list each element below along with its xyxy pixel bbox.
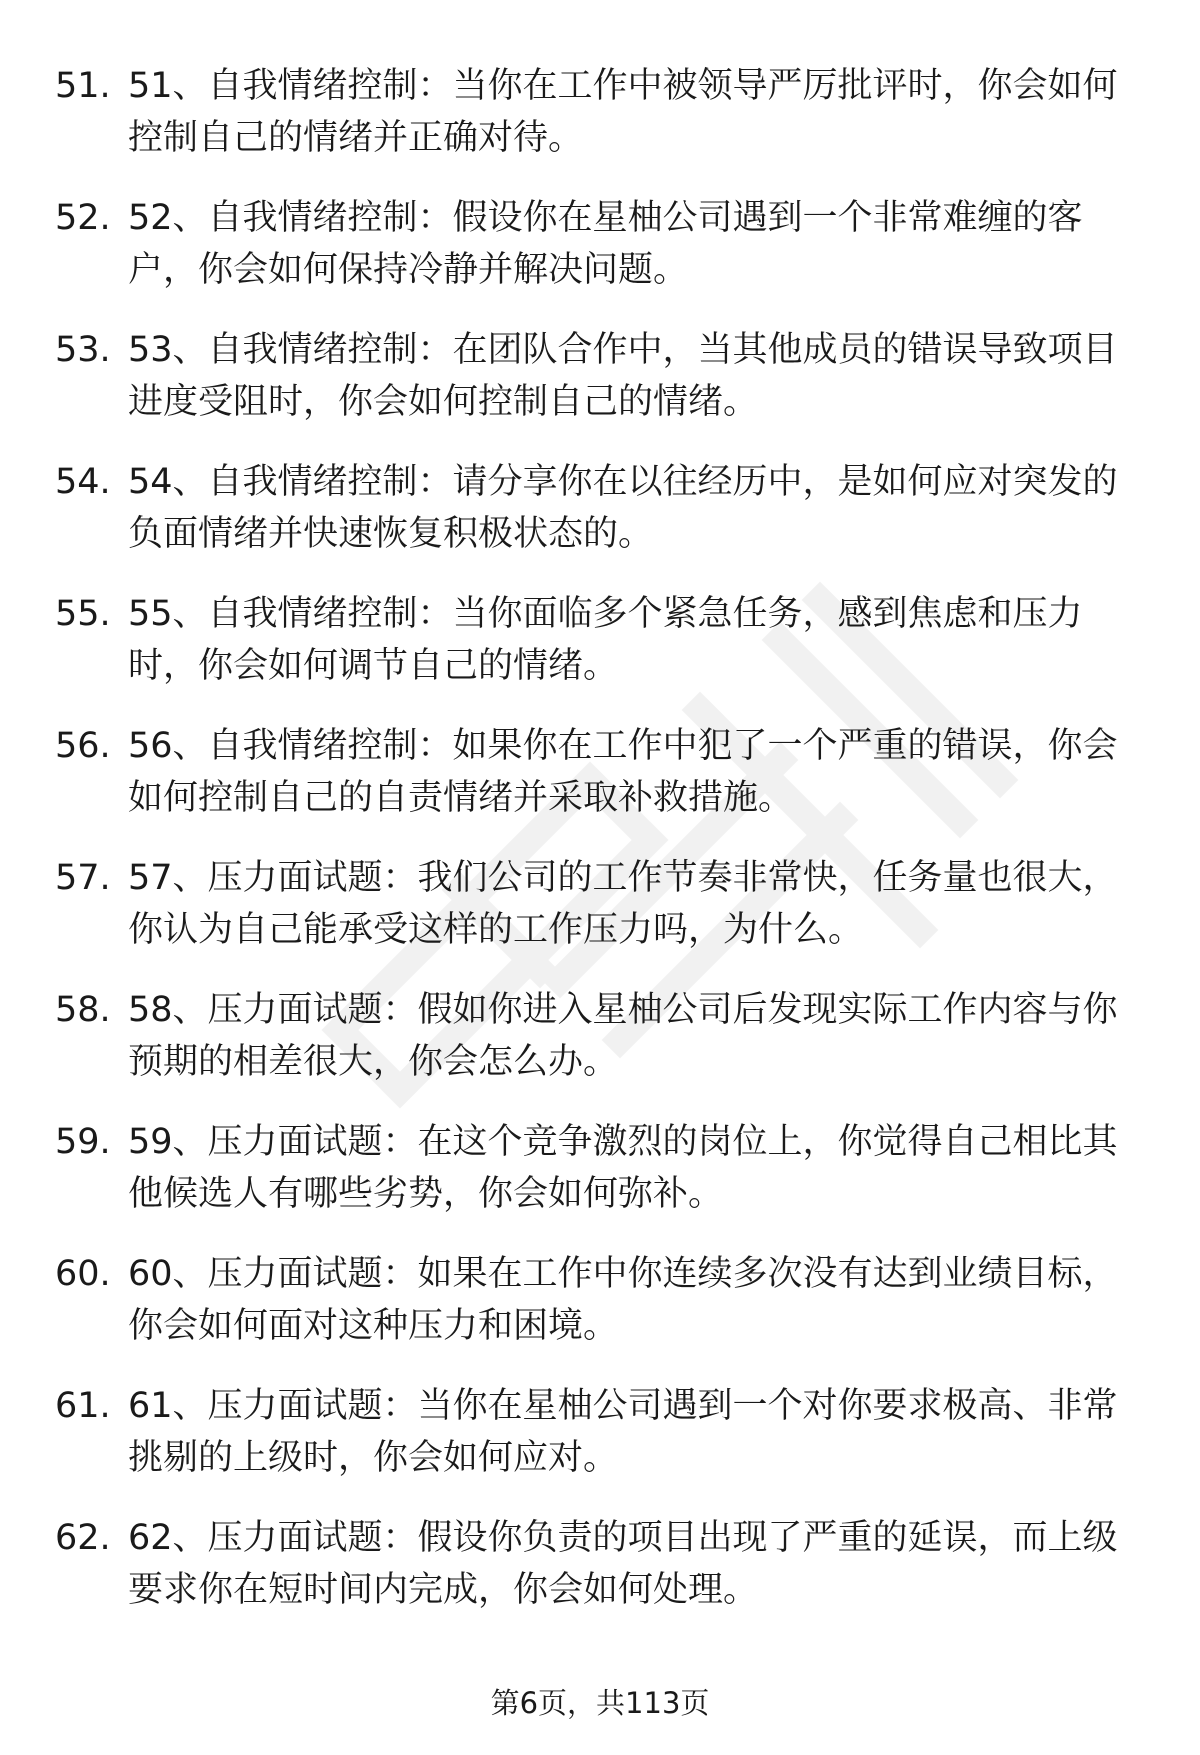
question-text: 62、压力面试题：假设你负责的项目出现了严重的延误，而上级要求你在短时间内完成，你会如何处理。 bbox=[128, 1518, 1118, 1610]
list-number: 53. bbox=[55, 330, 111, 370]
list-item bbox=[55, 60, 1155, 192]
list-number: 52. bbox=[55, 198, 111, 238]
list-item bbox=[55, 1380, 1155, 1512]
list-number: 59. bbox=[55, 1122, 111, 1162]
question-text: 52、自我情绪控制：假设你在星柚公司遇到一个非常难缠的客户，你会如何保持冷静并解决问题。 bbox=[128, 198, 1083, 290]
question-text: 59、压力面试题：在这个竞争激烈的岗位上，你觉得自己相比其他候选人有哪些劣势，你会如何弥补。 bbox=[128, 1122, 1118, 1214]
list-number: 61. bbox=[55, 1386, 111, 1426]
list-number: 56. bbox=[55, 726, 111, 766]
list-number: 54. bbox=[55, 462, 111, 502]
list-item bbox=[55, 720, 1155, 852]
list-number: 57. bbox=[55, 858, 111, 898]
list-item bbox=[55, 1116, 1155, 1248]
list-number: 62. bbox=[55, 1518, 111, 1558]
question-text: 58、压力面试题：假如你进入星柚公司后发现实际工作内容与你预期的相差很大，你会怎么办。 bbox=[128, 990, 1118, 1082]
question-text: 60、压力面试题：如果在工作中你连续多次没有达到业绩目标，你会如何面对这种压力和困境。 bbox=[128, 1254, 1118, 1346]
list-item bbox=[55, 852, 1155, 984]
list-number: 51. bbox=[55, 66, 111, 106]
list-item bbox=[55, 1248, 1155, 1380]
list-item bbox=[55, 984, 1155, 1116]
list-item bbox=[55, 456, 1155, 588]
question-text: 55、自我情绪控制：当你面临多个紧急任务，感到焦虑和压力时，你会如何调节自己的情绪。 bbox=[128, 594, 1083, 686]
list-item bbox=[55, 1512, 1155, 1644]
list-number: 55. bbox=[55, 594, 111, 634]
list-number: 60. bbox=[55, 1254, 111, 1294]
question-text: 61、压力面试题：当你在星柚公司遇到一个对你要求极高、非常挑剔的上级时，你会如何应对。 bbox=[128, 1386, 1118, 1478]
question-list bbox=[55, 60, 1155, 1644]
question-text: 54、自我情绪控制：请分享你在以往经历中，是如何应对突发的负面情绪并快速恢复积极状态的。 bbox=[128, 462, 1118, 554]
list-item bbox=[55, 324, 1155, 456]
question-text: 53、自我情绪控制：在团队合作中，当其他成员的错误导致项目进度受阻时，你会如何控制自己的情绪。 bbox=[128, 330, 1118, 422]
page-number: 第6页，共113页 bbox=[490, 1686, 710, 1720]
list-item bbox=[55, 192, 1155, 324]
question-text: 56、自我情绪控制：如果你在工作中犯了一个严重的错误，你会如何控制自己的自责情绪并采取补救措施。 bbox=[128, 726, 1118, 818]
list-item bbox=[55, 588, 1155, 720]
question-text: 51、自我情绪控制：当你在工作中被领导严厉批评时，你会如何控制自己的情绪并正确对待。 bbox=[128, 66, 1118, 158]
question-text: 57、压力面试题：我们公司的工作节奏非常快，任务量也很大，你认为自己能承受这样的工作压力吗，为什么。 bbox=[128, 858, 1118, 950]
list-number: 58. bbox=[55, 990, 111, 1030]
